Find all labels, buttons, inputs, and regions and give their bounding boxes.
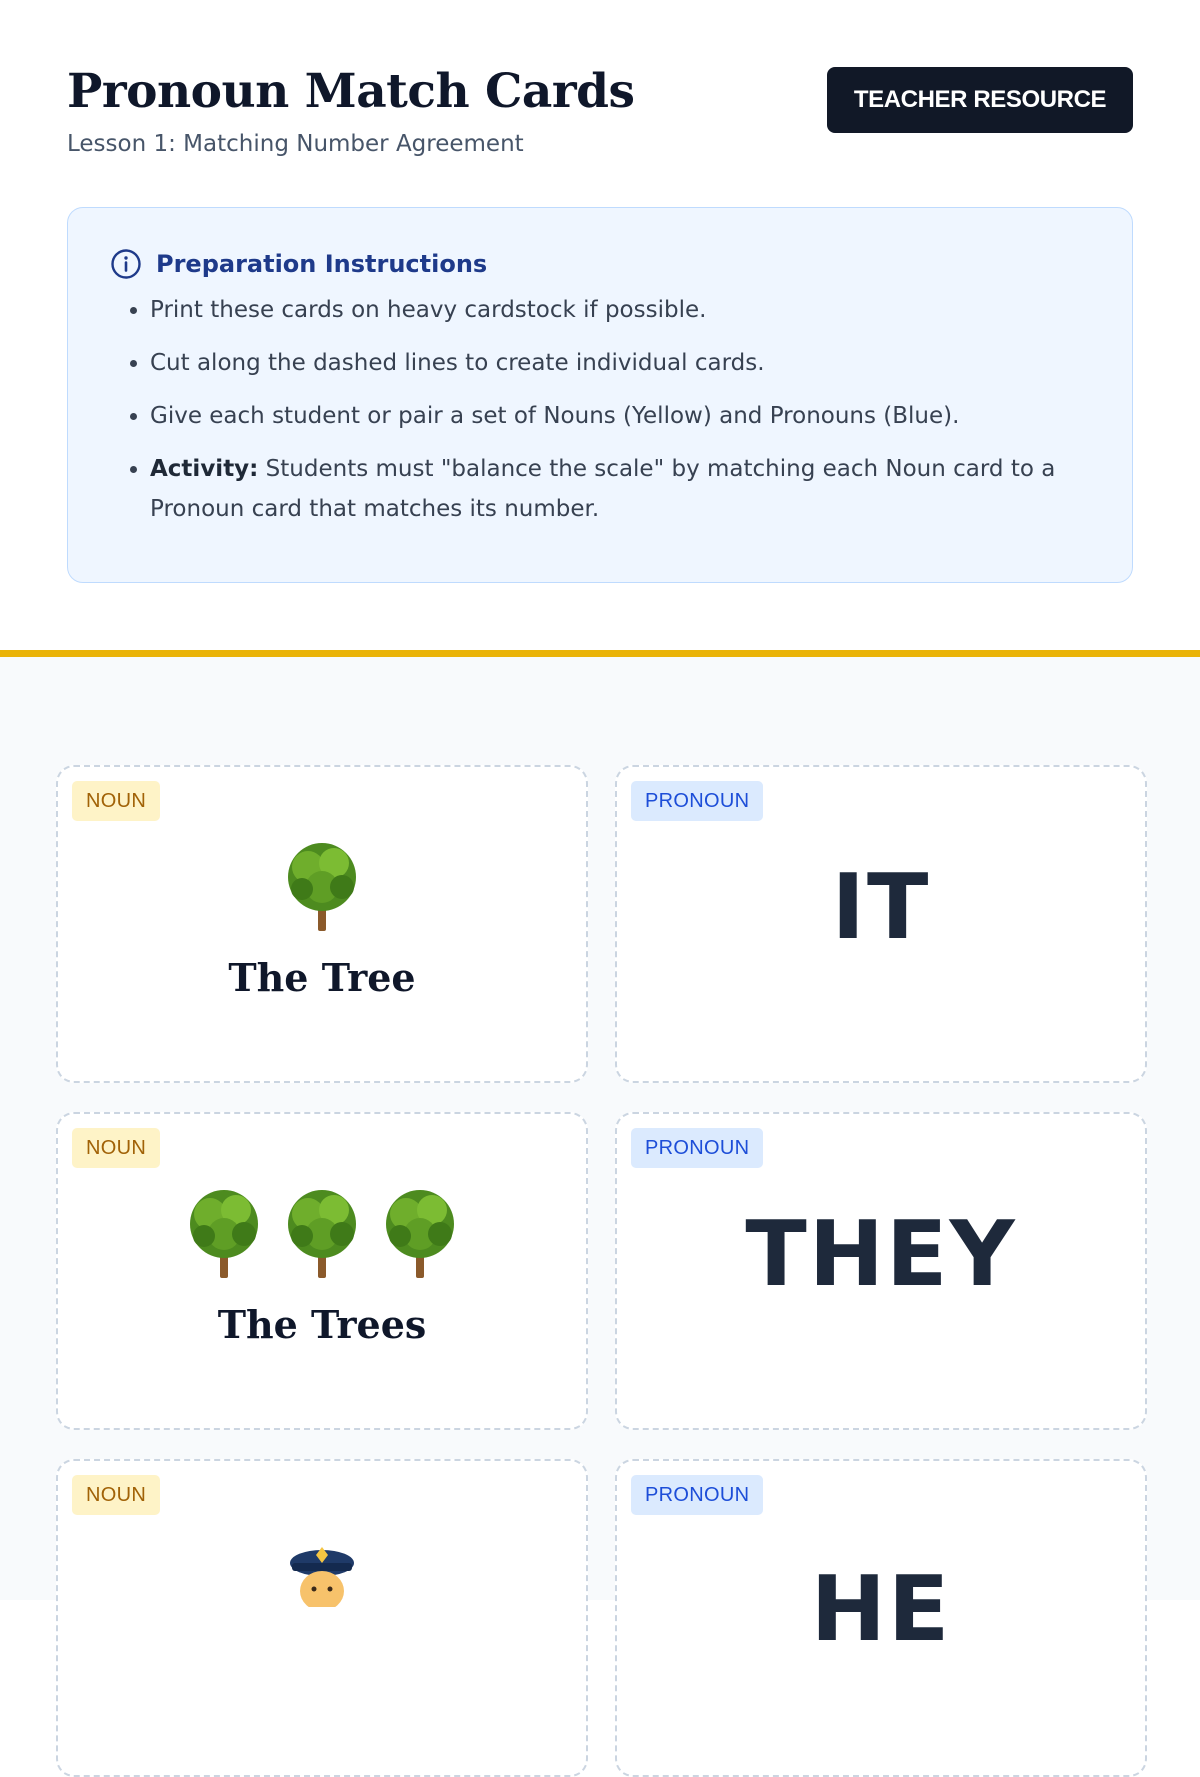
tree-icon-row bbox=[58, 1184, 586, 1284]
instructions-heading-text: Preparation Instructions bbox=[156, 250, 488, 278]
pronoun-tag: PRONOUN bbox=[631, 1128, 763, 1168]
page-header bbox=[0, 0, 1200, 650]
noun-card-body bbox=[58, 837, 586, 1000]
noun-card bbox=[56, 1112, 588, 1430]
noun-card bbox=[56, 1459, 588, 1777]
instruction-item: • Print these cards on heavy cardstock if possible. bbox=[150, 290, 1092, 330]
section-divider bbox=[0, 650, 1200, 657]
noun-card-body bbox=[58, 1184, 586, 1347]
instruction-item: • Give each student or pair a set of Nouns (Yellow) and Pronouns (Blue). bbox=[150, 396, 1092, 436]
tree-icon bbox=[376, 1184, 464, 1284]
instruction-item: • Cut along the dashed lines to create individual cards. bbox=[150, 343, 1092, 383]
activity-text: Students must "balance the scale" by matching each Noun card to a Pronoun card that matches its number. bbox=[150, 456, 1056, 522]
pronoun-card bbox=[615, 765, 1147, 1083]
noun-tag: NOUN bbox=[72, 1128, 160, 1168]
noun-card bbox=[56, 765, 588, 1083]
tree-icon-row bbox=[58, 837, 586, 937]
noun-tag: NOUN bbox=[72, 781, 160, 821]
tree-icon bbox=[180, 1184, 268, 1284]
pronoun-word: HE bbox=[810, 1557, 952, 1662]
instructions-panel bbox=[67, 207, 1133, 583]
info-icon bbox=[110, 248, 142, 280]
instructions-heading bbox=[110, 248, 1092, 280]
instructions-list bbox=[110, 290, 1092, 529]
activity-label: Activity: bbox=[150, 456, 259, 482]
noun-label: The Trees bbox=[217, 1302, 427, 1347]
pronoun-word: IT bbox=[831, 855, 931, 960]
noun-tag: NOUN bbox=[72, 1475, 160, 1515]
pronoun-tag: PRONOUN bbox=[631, 1475, 763, 1515]
cards-area bbox=[0, 657, 1200, 1662]
tree-icon bbox=[278, 837, 366, 937]
page-title: Pronoun Match Cards bbox=[67, 64, 635, 119]
page-subtitle: Lesson 1: Matching Number Agreement bbox=[67, 131, 524, 157]
teacher-resource-badge: TEACHER RESOURCE bbox=[827, 67, 1133, 133]
pronoun-tag: PRONOUN bbox=[631, 781, 763, 821]
tree-icon bbox=[278, 1184, 366, 1284]
pronoun-word: THEY bbox=[745, 1202, 1017, 1307]
pronoun-card bbox=[615, 1112, 1147, 1430]
noun-label: The Tree bbox=[228, 955, 416, 1000]
pronoun-card bbox=[615, 1459, 1147, 1777]
instruction-item-activity bbox=[150, 449, 1092, 529]
